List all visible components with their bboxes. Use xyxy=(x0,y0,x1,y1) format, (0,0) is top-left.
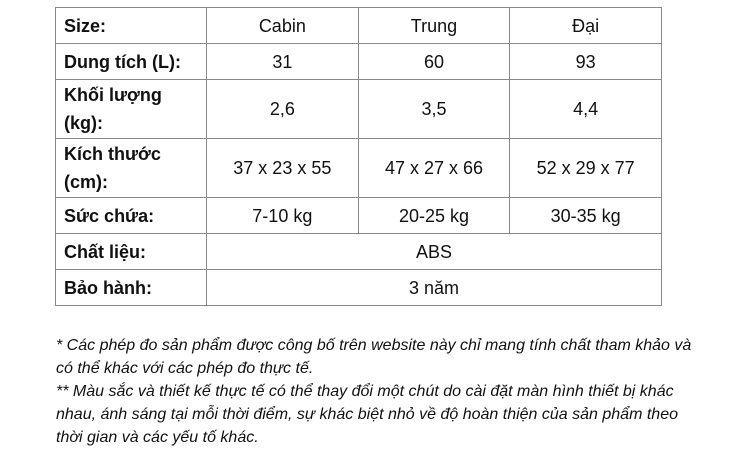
table-header-row xyxy=(56,8,662,44)
row-label-dimensions: Kích thước (cm): xyxy=(56,139,207,198)
column-header-cabin: Cabin xyxy=(207,8,359,44)
color-disclaimer: ** Màu sắc và thiết kế thực tế có thể thay đổi một chút do cài đặt màn hình thiết bị khác nhau, ánh sáng tại mỗi thời điểm, sự khác biệt nhỏ về độ hoàn thiện của sản phẩm theo thời gian và các yếu tố khác. xyxy=(56,383,678,446)
row-label-warranty: Bảo hành: xyxy=(56,270,207,306)
table-cell: 93 xyxy=(510,44,662,80)
table-cell-merged: ABS xyxy=(207,234,662,270)
measurement-disclaimer: * Các phép đo sản phẩm được công bố trên website này chỉ mang tính chất tham khảo và có thể khác với các phép đo thực tế. xyxy=(56,337,692,377)
table-cell: 52 x 29 x 77 xyxy=(510,139,662,198)
table-row xyxy=(56,44,662,80)
row-label-load: Sức chứa: xyxy=(56,198,207,234)
row-label-capacity: Dung tích (L): xyxy=(56,44,207,80)
table-cell: 7-10 kg xyxy=(207,198,359,234)
table-cell: 20-25 kg xyxy=(358,198,510,234)
row-label-weight: Khối lượng (kg): xyxy=(56,80,207,139)
table-cell: 31 xyxy=(207,44,359,80)
row-label-material: Chất liệu: xyxy=(56,234,207,270)
table-cell: 37 x 23 x 55 xyxy=(207,139,359,198)
table-cell: 2,6 xyxy=(207,80,359,139)
table-cell-merged: 3 năm xyxy=(207,270,662,306)
table-cell: 3,5 xyxy=(358,80,510,139)
table-cell: 4,4 xyxy=(510,80,662,139)
table-row xyxy=(56,270,662,306)
table-cell: 47 x 27 x 66 xyxy=(358,139,510,198)
table-cell: 60 xyxy=(358,44,510,80)
column-header-trung: Trung xyxy=(358,8,510,44)
spec-table xyxy=(55,7,662,306)
table-row xyxy=(56,198,662,234)
column-header-dai: Đại xyxy=(510,8,662,44)
header-label: Size: xyxy=(56,8,207,44)
table-row xyxy=(56,139,662,198)
table-row xyxy=(56,234,662,270)
table-cell: 30-35 kg xyxy=(510,198,662,234)
table-row xyxy=(56,80,662,139)
